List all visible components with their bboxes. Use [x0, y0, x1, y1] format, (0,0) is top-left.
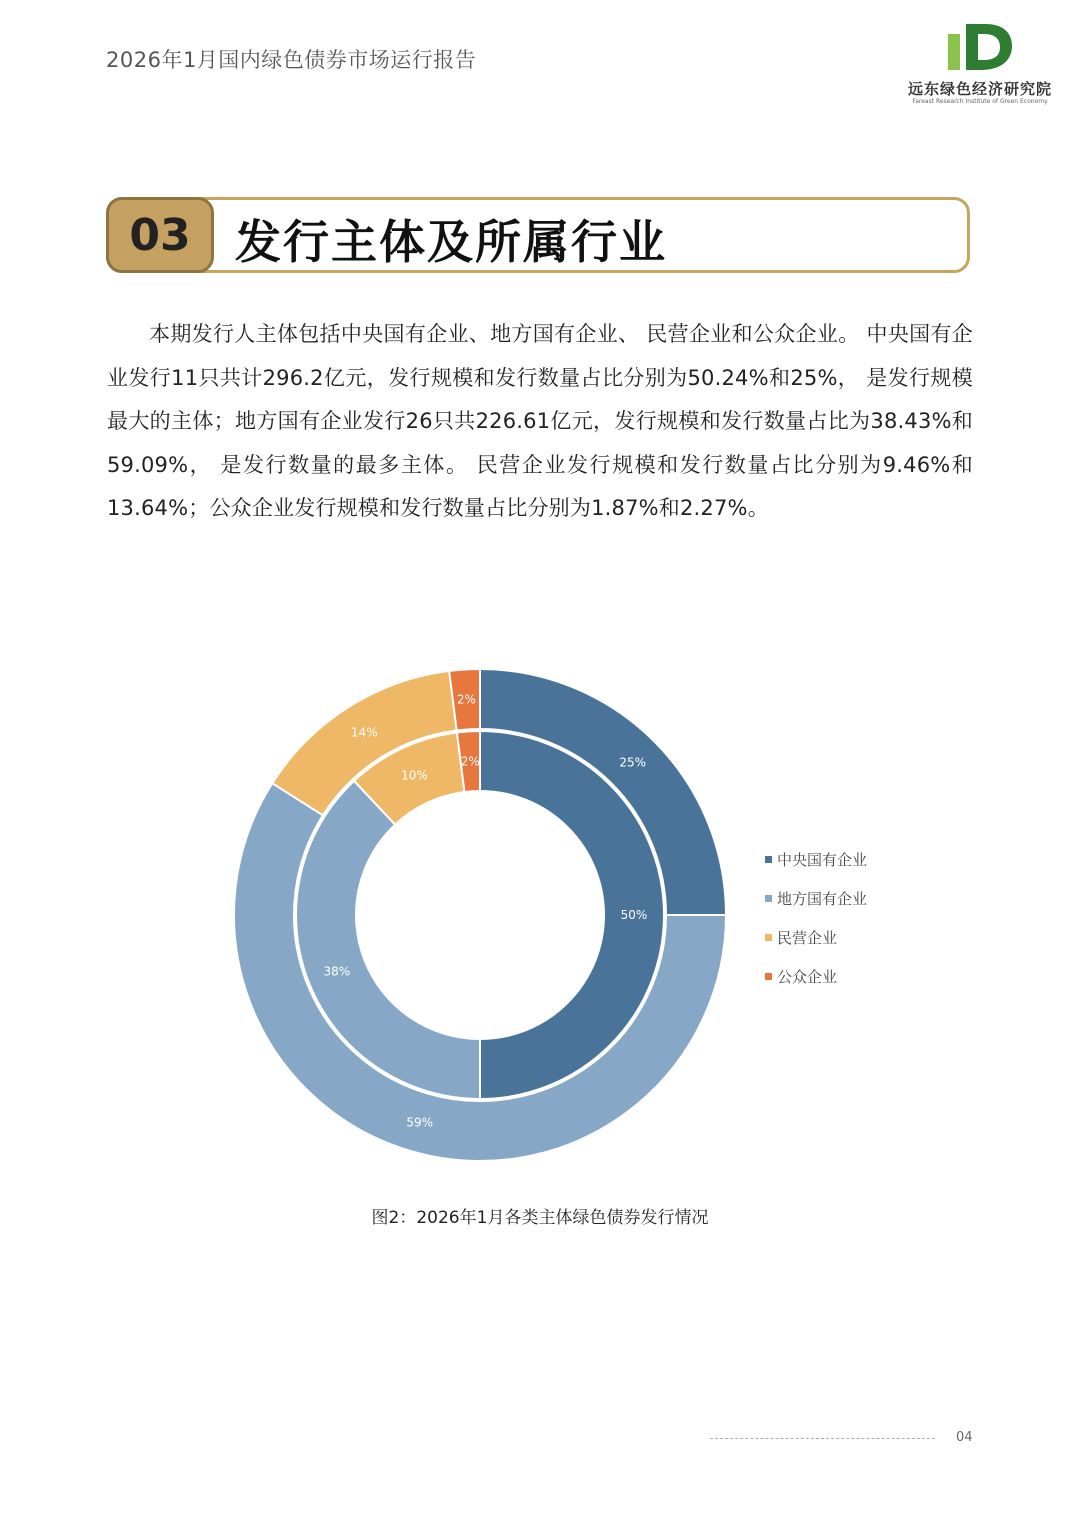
report-header-title: 2026年1月国内绿色债券市场运行报告 — [106, 48, 477, 72]
outer-ring-label-1: 59% — [406, 1115, 434, 1130]
outer-ring-label-2: 14% — [350, 725, 378, 740]
chart-legend — [765, 840, 867, 996]
legend-label-1: 地方国有企业 — [777, 890, 868, 908]
inner-ring-label-3: 2% — [460, 754, 480, 769]
legend-swatch-2 — [765, 934, 772, 941]
outer-ring-label-0: 25% — [619, 755, 647, 770]
logo-english-name: Fareast Research Institute of Green Economy — [912, 98, 1048, 105]
legend-swatch-1 — [765, 895, 772, 902]
page-number: 04 — [956, 1430, 973, 1445]
legend-label-0: 中央国有企业 — [777, 851, 868, 869]
legend-label-2: 民营企业 — [777, 929, 838, 947]
legend-swatch-3 — [765, 973, 772, 980]
donut-svg — [220, 660, 740, 1180]
inner-ring-label-0: 50% — [620, 908, 648, 922]
logo-chinese-name: 远东绿色经济研究院 — [907, 80, 1052, 98]
figure-caption: 图2：2026年1月各类主体绿色债券发行情况 — [371, 1208, 709, 1228]
legend-item-1 — [765, 879, 867, 918]
outer-ring-label-3: 2% — [456, 692, 476, 707]
section-number: 03 — [106, 197, 214, 273]
inner-ring-label-2: 10% — [401, 768, 428, 783]
legend-item-2 — [765, 918, 867, 957]
logo-mark-icon — [946, 20, 1014, 72]
legend-item-0 — [765, 840, 867, 879]
inner-ring-label-1: 38% — [323, 964, 351, 979]
legend-swatch-0 — [765, 856, 772, 863]
issuer-donut-chart — [220, 660, 920, 1180]
legend-label-3: 公众企业 — [777, 968, 838, 986]
legend-item-3 — [765, 957, 867, 996]
body-paragraph: 本期发行人主体包括中央国有企业、地方国有企业、 民营企业和公众企业。 中央国有企业发行11只共计296.2亿元，发行规模和发行数量占比分别为50.24%和25%， 是发行规模最大的主体；地方国有企业发行26只共226.61亿元，发行规模和发行数量占比为38.43%和59.09%， 是发行数量的最多主体。 民营企业发行规模和发行数量占比分别为9.46%和13.64%；公众企业发行规模和发行数量占比分别为1.87%和2.27%。 — [107, 322, 973, 520]
institute-logo — [900, 18, 1060, 108]
section-banner — [106, 197, 970, 273]
section-title: 发行主体及所属行业 — [235, 215, 667, 269]
footer-divider — [710, 1438, 935, 1439]
